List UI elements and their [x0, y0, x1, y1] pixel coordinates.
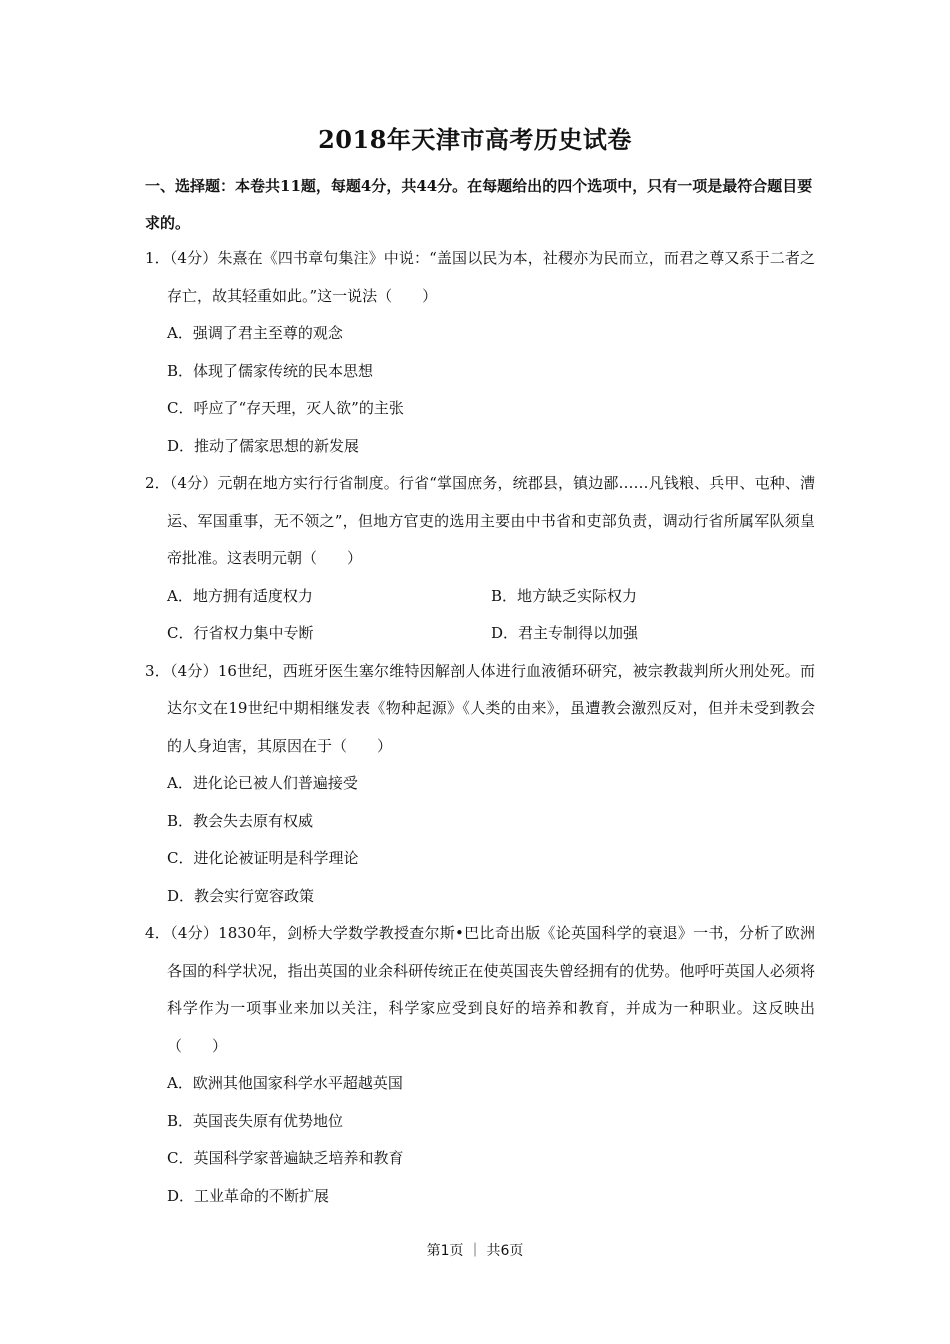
section-heading: 一、选择题：本卷共11题，每题4分，共44分。在每题给出的四个选项中，只有一项是最符合题目要求的。: [145, 177, 813, 232]
option-c: C．英国科学家普遍缺乏培养和教育: [167, 1149, 404, 1167]
option-a: A．进化论已被人们普遍接受: [167, 774, 358, 792]
option-b: B．教会失去原有权威: [167, 811, 314, 830]
question-stem: 2．（4分）元朝在地方实行行省制度。行省“掌国庶务，统郡县，镇边鄙……凡钱粮、兵甲、屯种、漕运、军国重事，无不领之”，但地方官吏的选用主要由中书省和吏部负责，调动行省所属军队须皇帝批准。这表明元朝（ ）: [145, 474, 815, 567]
option-d: D．教会实行宽容政策: [167, 886, 315, 905]
option-a: A．地方拥有适度权力: [167, 586, 313, 605]
question-stem: 3．（4分）16世纪，西班牙医生塞尔维特因解剖人体进行血液循环研究，被宗教裁判所火刑处死。而达尔文在19世纪中期相继发表《物种起源》《人类的由来》，虽遭教会激烈反对，但并未受到教会的人身迫害，其原因在于（ ）: [145, 661, 815, 755]
question-2: [145, 465, 815, 653]
option-d: D．推动了儒家思想的新发展: [167, 436, 360, 455]
question-1: [145, 240, 815, 465]
option-a: A．强调了君主至尊的观念: [167, 324, 343, 342]
question-3: [145, 653, 815, 916]
option-d: D．君主专制得以加强: [491, 624, 639, 642]
option-a: A．欧洲其他国家科学水平超越英国: [167, 1074, 403, 1092]
question-stem: 1．（4分）朱熹在《四书章句集注》中说：“盖国以民为本，社稷亦为民而立，而君之尊又系于二者之存亡，故其轻重如此。”这一说法（ ）: [145, 249, 815, 305]
option-c: C．呼应了“存天理，灭人欲”的主张: [167, 399, 404, 417]
option-b: B．英国丧失原有优势地位: [167, 1111, 344, 1130]
question-stem: 4．（4分）1830年，剑桥大学数学教授查尔斯•巴比奇出版《论英国科学的衰退》一书，分析了欧洲各国的科学状况，指出英国的业余科研传统正在使英国丧失曾经拥有的优势。他呼吁英国人必须将科学作为一项事业来加以关注，科学家应受到良好的培养和教育，并成为一种职业。这反映出（ ）: [145, 924, 815, 1055]
option-d: D．工业革命的不断扩展: [167, 1186, 330, 1205]
question-list: [145, 240, 815, 1215]
option-c: C．进化论被证明是科学理论: [167, 849, 359, 867]
page-title: 2018年天津市高考历史试卷: [318, 125, 632, 154]
option-row: [145, 615, 815, 653]
question-4: [145, 915, 815, 1215]
option-b: B．体现了儒家传统的民本思想: [167, 361, 374, 380]
option-b: B．地方缺乏实际权力: [491, 586, 638, 605]
page-footer: 第1页 ｜ 共6页: [426, 1243, 524, 1259]
option-c: C．行省权力集中专断: [167, 624, 314, 642]
option-row: [145, 578, 815, 616]
